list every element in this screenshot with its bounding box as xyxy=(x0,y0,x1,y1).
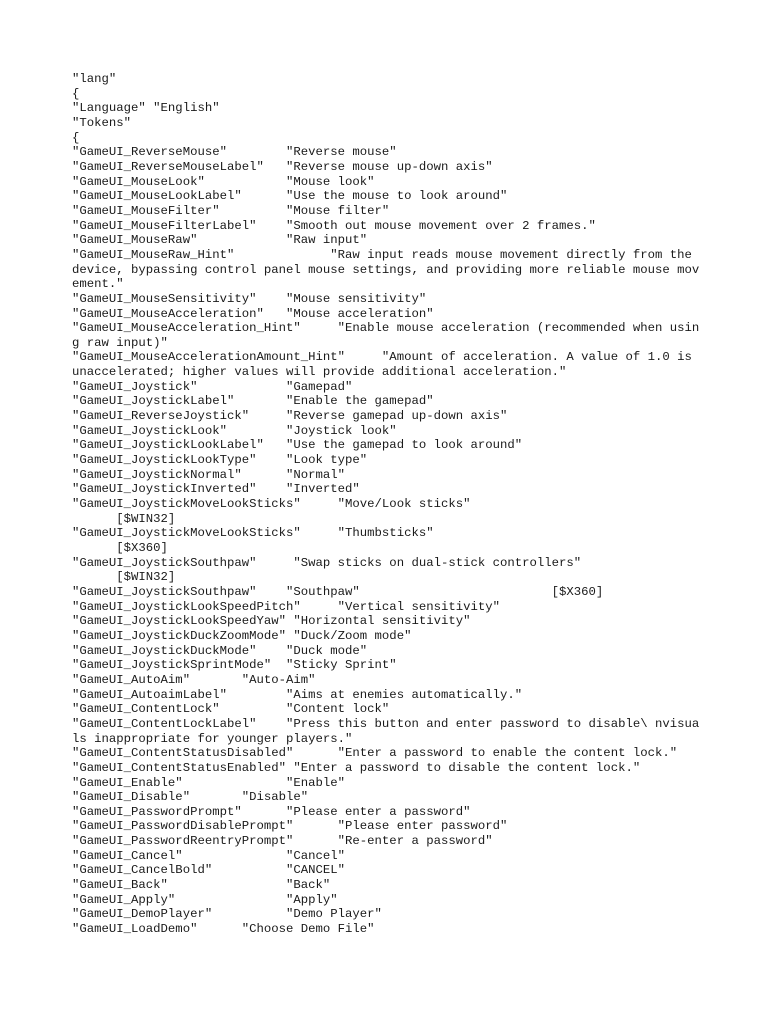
text-line: "GameUI_JoystickLookSpeedYaw" "Horizontal sensitivity" xyxy=(72,614,471,629)
text-line: "GameUI_Back" "Back" xyxy=(72,878,331,893)
text-line: "GameUI_JoystickLook" "Joystick look" xyxy=(72,423,397,438)
text-line: "GameUI_MouseLook" "Mouse look" xyxy=(72,174,375,189)
text-line: "GameUI_MouseSensitivity" "Mouse sensitivity" xyxy=(72,291,427,306)
text-line: "GameUI_ReverseMouseLabel" "Reverse mouse up-down axis" xyxy=(72,159,493,174)
text-line: "GameUI_JoystickLabel" "Enable the gamepad" xyxy=(72,394,434,409)
text-line: "GameUI_JoystickMoveLookSticks" "Thumbsticks" xyxy=(72,526,434,541)
text-line: "GameUI_MouseAccelerationAmount_Hint" "Amount of acceleration. A value of 1.0 is unaccelerated; higher values will provide additional acceleration." xyxy=(72,350,700,380)
text-line: "GameUI_MouseAcceleration_Hint" "Enable mouse acceleration (recommended when using raw input)" xyxy=(72,321,700,350)
text-line: "GameUI_ContentLockLabel" "Press this button and enter password to disable\ nvisuals inappropriate for younger players." xyxy=(72,716,700,746)
text-line: "GameUI_JoystickLookSpeedPitch" "Vertical sensitivity" xyxy=(72,599,501,614)
text-line: "Tokens" xyxy=(72,115,132,130)
text-line: "GameUI_LoadDemo" "Choose Demo File" xyxy=(72,922,375,937)
text-line: "GameUI_Joystick" "Gamepad" xyxy=(72,379,353,394)
text-line: "GameUI_JoystickSprintMode" "Sticky Sprint" xyxy=(72,658,397,673)
text-line: "GameUI_MouseLookLabel" "Use the mouse to look around" xyxy=(72,189,508,204)
text-line: "GameUI_CancelBold" "CANCEL" xyxy=(72,863,346,878)
text-line: "GameUI_ContentStatusEnabled" "Enter a password to disable the content lock." xyxy=(72,760,641,775)
text-line: "GameUI_Apply" "Apply" xyxy=(72,892,338,907)
text-line: "GameUI_PasswordDisablePrompt" "Please enter password" xyxy=(72,819,508,834)
text-line: "GameUI_JoystickLookLabel" "Use the gamepad to look around" xyxy=(72,438,523,453)
text-line: "GameUI_MouseFilter" "Mouse filter" xyxy=(72,203,390,218)
document-body xyxy=(72,72,702,937)
text-line: [$X360] xyxy=(72,541,168,555)
text-line: "GameUI_MouseFilterLabel" "Smooth out mouse movement over 2 frames." xyxy=(72,218,596,233)
text-line: [$WIN32] xyxy=(72,511,176,526)
text-line: "GameUI_Disable" "Disable" xyxy=(72,790,309,805)
text-line: { xyxy=(72,86,80,101)
text-line: "GameUI_AutoaimLabel" "Aims at enemies automatically." xyxy=(72,687,523,702)
text-line: "GameUI_MouseRaw_Hint" "Raw input reads mouse movement directly from the device, bypassing control panel mouse settings, and providing more reliable mouse movement." xyxy=(72,247,700,292)
text-line: "GameUI_JoystickDuckZoomMode" "Duck/Zoom mode" xyxy=(72,628,412,643)
text-line: { xyxy=(72,130,80,145)
text-line: "GameUI_JoystickMoveLookSticks" "Move/Look sticks" xyxy=(72,497,471,512)
text-line: "GameUI_JoystickDuckMode" "Duck mode" xyxy=(72,643,368,658)
text-line: "GameUI_MouseAcceleration" "Mouse acceleration" xyxy=(72,306,434,321)
text-line: "GameUI_PasswordPrompt" "Please enter a password" xyxy=(72,804,471,819)
text-line: "GameUI_ContentLock" "Content lock" xyxy=(72,702,390,717)
text-line: "GameUI_JoystickLookType" "Look type" xyxy=(72,453,368,468)
text-line: "GameUI_JoystickInverted" "Inverted" xyxy=(72,482,360,497)
text-line: "GameUI_DemoPlayer" "Demo Player" xyxy=(72,907,382,922)
text-line: "GameUI_PasswordReentryPrompt" "Re-enter a password" xyxy=(72,834,493,849)
text-line: "GameUI_JoystickSouthpaw" "Swap sticks on dual-stick controllers" xyxy=(72,555,582,570)
text-line: "GameUI_JoystickSouthpaw" "Southpaw" [$X360] xyxy=(72,584,604,599)
text-line: "GameUI_ReverseJoystick" "Reverse gamepad up-down axis" xyxy=(72,409,508,424)
text-line: "GameUI_JoystickNormal" "Normal" xyxy=(72,467,346,482)
text-line: [$WIN32] xyxy=(72,570,176,585)
text-line: "GameUI_Cancel" "Cancel" xyxy=(72,848,346,863)
text-line: "Language" "English" xyxy=(72,101,220,116)
text-line: "lang" xyxy=(72,72,117,86)
text-line: "GameUI_AutoAim" "Auto-Aim" xyxy=(72,672,316,687)
text-line: "GameUI_Enable" "Enable" xyxy=(72,775,346,790)
text-line: "GameUI_ReverseMouse" "Reverse mouse" xyxy=(72,145,397,160)
text-line: "GameUI_ContentStatusDisabled" "Enter a password to enable the content lock." xyxy=(72,746,678,761)
text-line: "GameUI_MouseRaw" "Raw input" xyxy=(72,233,368,248)
